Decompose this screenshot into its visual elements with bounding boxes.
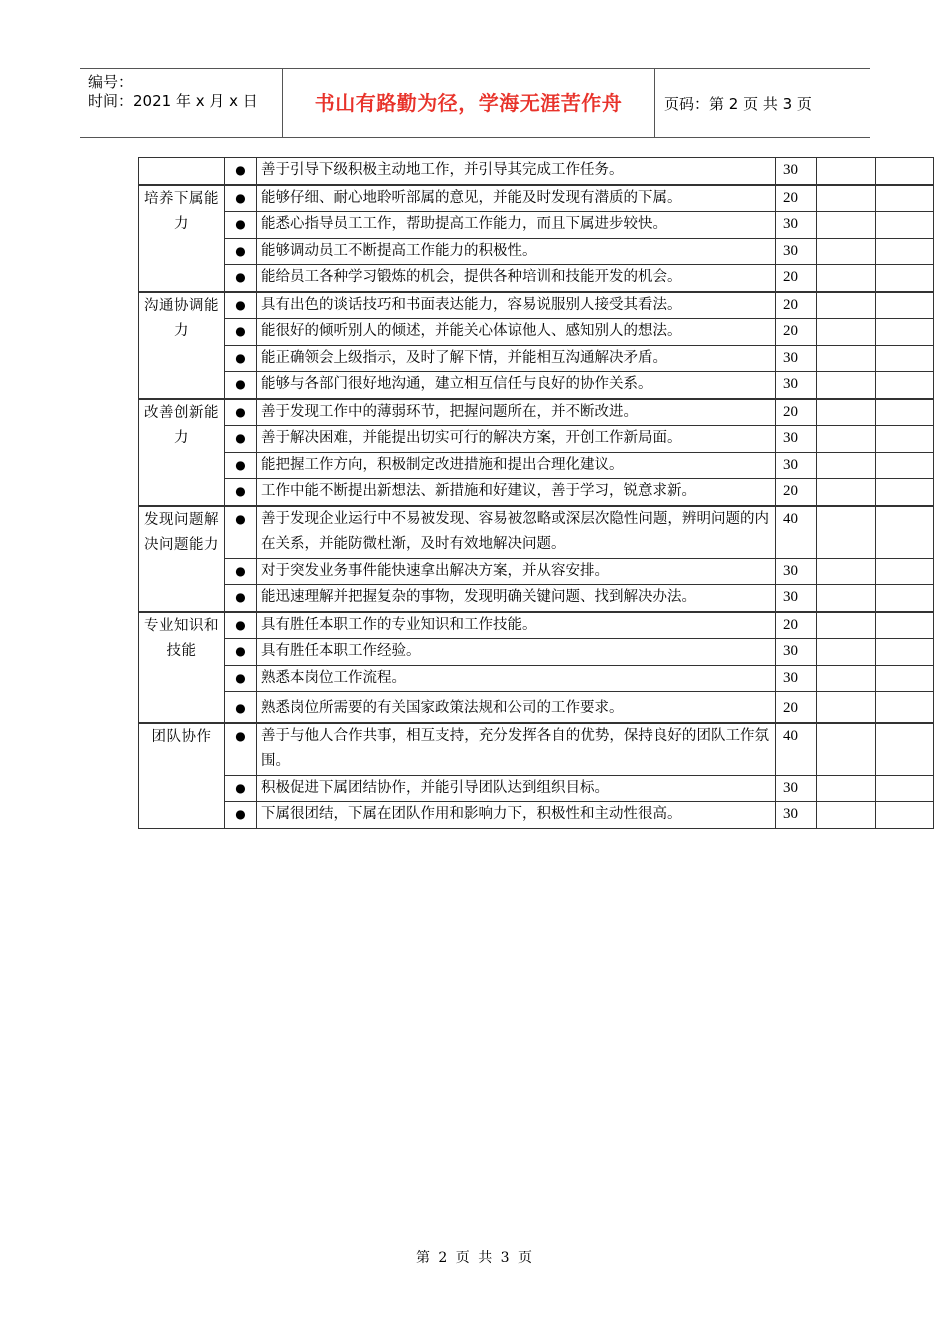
bullet-icon: ●	[225, 238, 257, 265]
blank-cell	[817, 185, 876, 212]
blank-cell	[876, 212, 934, 239]
score-value: 30	[776, 345, 817, 372]
table-row	[139, 158, 934, 185]
table-row	[139, 585, 934, 612]
bullet-icon: ●	[225, 319, 257, 346]
score-value: 40	[776, 506, 817, 559]
table-row	[139, 452, 934, 479]
bullet-icon: ●	[225, 158, 257, 185]
score-value: 30	[776, 158, 817, 185]
table-row	[139, 479, 934, 506]
blank-cell	[876, 292, 934, 319]
blank-cell	[876, 479, 934, 506]
criterion-text: 能很好的倾听别人的倾述，并能关心体谅他人、感知别人的想法。	[257, 319, 776, 346]
criterion-text: 能够仔细、耐心地聆听部属的意见，并能及时发现有潜质的下属。	[257, 185, 776, 212]
bullet-icon: ●	[225, 265, 257, 292]
table-row	[139, 802, 934, 829]
criterion-text: 能迅速理解并把握复杂的事物，发现明确关键问题、找到解决办法。	[257, 585, 776, 612]
score-value: 20	[776, 319, 817, 346]
blank-cell	[876, 185, 934, 212]
page-header	[80, 68, 870, 138]
serial-label: 编号：	[88, 73, 134, 91]
bullet-icon: ●	[225, 612, 257, 639]
bullet-icon: ●	[225, 723, 257, 776]
score-value: 30	[776, 452, 817, 479]
blank-cell	[817, 692, 876, 723]
score-value: 30	[776, 802, 817, 829]
blank-cell	[817, 723, 876, 776]
blank-cell	[876, 585, 934, 612]
score-value: 20	[776, 265, 817, 292]
criterion-text: 具有胜任本职工作经验。	[257, 639, 776, 666]
header-meta	[88, 73, 283, 111]
table-row	[139, 723, 934, 776]
bullet-icon: ●	[225, 185, 257, 212]
criterion-text: 善于发现企业运行中不易被发现、容易被忽略或深层次隐性问题，辨明问题的内在关系，并能防微杜渐，及时有效地解决问题。	[257, 506, 776, 559]
bullet-icon: ●	[225, 452, 257, 479]
blank-cell	[817, 639, 876, 666]
blank-cell	[876, 238, 934, 265]
header-motto: 书山有路勤为径，学海无涯苦作舟	[314, 91, 623, 115]
table-row	[139, 558, 934, 585]
score-value: 20	[776, 185, 817, 212]
blank-cell	[876, 399, 934, 426]
table-row	[139, 292, 934, 319]
category-cell: 团队协作	[139, 723, 225, 829]
bullet-icon: ●	[225, 692, 257, 723]
table-row	[139, 692, 934, 723]
blank-cell	[876, 692, 934, 723]
blank-cell	[817, 212, 876, 239]
blank-cell	[817, 479, 876, 506]
bullet-icon: ●	[225, 212, 257, 239]
blank-cell	[876, 558, 934, 585]
header-page-info: 页码：第 2 页 共 3 页	[664, 95, 812, 113]
criterion-text: 工作中能不断提出新想法、新措施和好建议，善于学习，锐意求新。	[257, 479, 776, 506]
blank-cell	[817, 265, 876, 292]
bullet-icon: ●	[225, 506, 257, 559]
score-value: 30	[776, 775, 817, 802]
category-cell: 沟通协调能力	[139, 292, 225, 399]
blank-cell	[876, 265, 934, 292]
blank-cell	[817, 775, 876, 802]
blank-cell	[876, 158, 934, 185]
blank-cell	[876, 372, 934, 399]
blank-cell	[817, 238, 876, 265]
table-row	[139, 265, 934, 292]
score-value: 30	[776, 665, 817, 692]
criterion-text: 能够与各部门很好地沟通，建立相互信任与良好的协作关系。	[257, 372, 776, 399]
blank-cell	[876, 452, 934, 479]
score-value: 20	[776, 292, 817, 319]
table-row	[139, 372, 934, 399]
score-value: 30	[776, 558, 817, 585]
blank-cell	[876, 319, 934, 346]
score-value: 30	[776, 238, 817, 265]
bullet-icon: ●	[225, 802, 257, 829]
blank-cell	[817, 585, 876, 612]
blank-cell	[817, 399, 876, 426]
blank-cell	[876, 506, 934, 559]
blank-cell	[817, 612, 876, 639]
table-row	[139, 399, 934, 426]
category-cell	[139, 158, 225, 185]
score-value: 30	[776, 372, 817, 399]
blank-cell	[817, 452, 876, 479]
criterion-text: 能给员工各种学习锻炼的机会，提供各种培训和技能开发的机会。	[257, 265, 776, 292]
score-value: 30	[776, 585, 817, 612]
page-footer: 第 2 页 共 3 页	[415, 1250, 535, 1266]
blank-cell	[876, 426, 934, 453]
blank-cell	[817, 292, 876, 319]
criterion-text: 善于与他人合作共事，相互支持，充分发挥各自的优势，保持良好的团队工作氛围。	[257, 723, 776, 776]
criterion-text: 能够调动员工不断提高工作能力的积极性。	[257, 238, 776, 265]
table-row	[139, 775, 934, 802]
score-value: 30	[776, 426, 817, 453]
score-value: 30	[776, 639, 817, 666]
score-value: 20	[776, 612, 817, 639]
category-cell: 发现问题解决问题能力	[139, 506, 225, 612]
criterion-text: 善于发现工作中的薄弱环节，把握问题所在，并不断改进。	[257, 399, 776, 426]
table-row	[139, 212, 934, 239]
criterion-text: 对于突发业务事件能快速拿出解决方案，并从容安排。	[257, 558, 776, 585]
blank-cell	[876, 723, 934, 776]
header-divider	[654, 69, 655, 137]
blank-cell	[817, 319, 876, 346]
bullet-icon: ●	[225, 426, 257, 453]
score-value: 20	[776, 692, 817, 723]
table-row	[139, 639, 934, 666]
bullet-icon: ●	[225, 775, 257, 802]
blank-cell	[817, 558, 876, 585]
table-row	[139, 612, 934, 639]
evaluation-table	[138, 157, 934, 829]
blank-cell	[876, 775, 934, 802]
blank-cell	[817, 802, 876, 829]
criterion-text: 能正确领会上级指示，及时了解下情，并能相互沟通解决矛盾。	[257, 345, 776, 372]
bullet-icon: ●	[225, 665, 257, 692]
bullet-icon: ●	[225, 345, 257, 372]
criterion-text: 具有出色的谈话技巧和书面表达能力，容易说服别人接受其看法。	[257, 292, 776, 319]
date-label: 时间：2021 年 x 月 x 日	[88, 92, 258, 110]
score-value: 30	[776, 212, 817, 239]
table-row	[139, 185, 934, 212]
blank-cell	[817, 426, 876, 453]
blank-cell	[817, 372, 876, 399]
criterion-text: 善于引导下级积极主动地工作，并引导其完成工作任务。	[257, 158, 776, 185]
bullet-icon: ●	[225, 585, 257, 612]
bullet-icon: ●	[225, 479, 257, 506]
table-row	[139, 665, 934, 692]
blank-cell	[876, 612, 934, 639]
criterion-text: 下属很团结，下属在团队作用和影响力下，积极性和主动性很高。	[257, 802, 776, 829]
blank-cell	[876, 665, 934, 692]
category-cell: 专业知识和技能	[139, 612, 225, 723]
category-cell: 改善创新能力	[139, 399, 225, 506]
blank-cell	[876, 639, 934, 666]
criterion-text: 能把握工作方向，积极制定改进措施和提出合理化建议。	[257, 452, 776, 479]
blank-cell	[817, 506, 876, 559]
table-row	[139, 426, 934, 453]
blank-cell	[817, 158, 876, 185]
blank-cell	[817, 345, 876, 372]
criterion-text: 熟悉本岗位工作流程。	[257, 665, 776, 692]
category-cell: 培养下属能力	[139, 185, 225, 292]
criterion-text: 能悉心指导员工工作，帮助提高工作能力，而且下属进步较快。	[257, 212, 776, 239]
bullet-icon: ●	[225, 399, 257, 426]
bullet-icon: ●	[225, 372, 257, 399]
table-row	[139, 506, 934, 559]
criterion-text: 熟悉岗位所需要的有关国家政策法规和公司的工作要求。	[257, 692, 776, 723]
score-value: 20	[776, 479, 817, 506]
bullet-icon: ●	[225, 639, 257, 666]
criterion-text: 善于解决困难，并能提出切实可行的解决方案，开创工作新局面。	[257, 426, 776, 453]
blank-cell	[876, 802, 934, 829]
table-row	[139, 345, 934, 372]
table-row	[139, 319, 934, 346]
criterion-text: 具有胜任本职工作的专业知识和工作技能。	[257, 612, 776, 639]
score-value: 20	[776, 399, 817, 426]
criterion-text: 积极促进下属团结协作，并能引导团队达到组织目标。	[257, 775, 776, 802]
score-value: 40	[776, 723, 817, 776]
blank-cell	[817, 665, 876, 692]
bullet-icon: ●	[225, 558, 257, 585]
table-row	[139, 238, 934, 265]
bullet-icon: ●	[225, 292, 257, 319]
blank-cell	[876, 345, 934, 372]
